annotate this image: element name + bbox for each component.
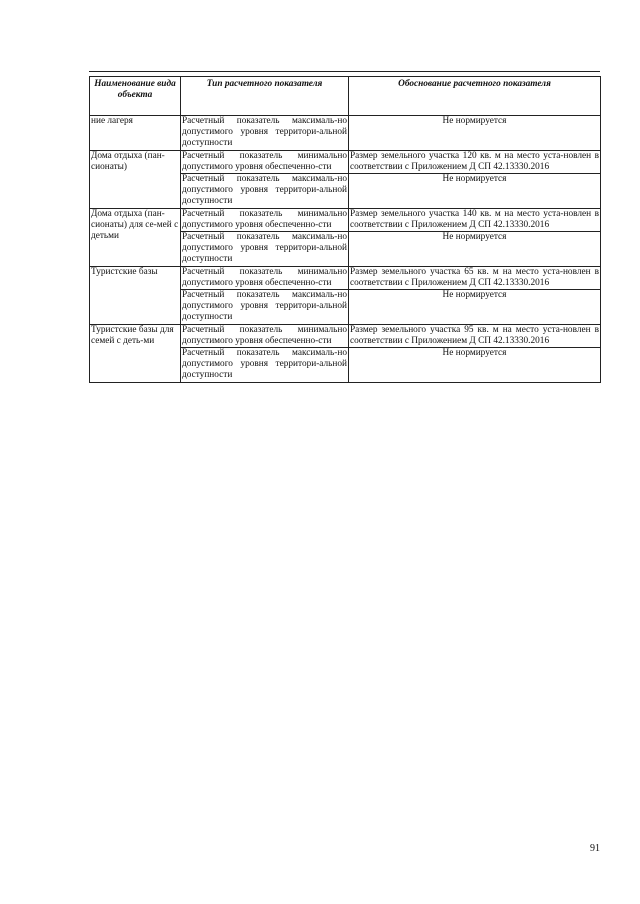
indicator-type-cell: Расчетный показатель максималь-но допустимого уровня территори-альной доступности — [182, 116, 347, 149]
page-number: 91 — [590, 843, 600, 854]
justification-cell: Размер земельного участка 120 кв. м на место уста-новлен в соответствии с Приложением Д СП 42.13330.2016 — [350, 150, 599, 172]
justification-cell: Размер земельного участка 95 кв. м на место уста-новлен в соответствии с Приложением Д СП 42.13330.2016 — [350, 324, 599, 346]
indicator-type-cell: Расчетный показатель максималь-но допустимого уровня территори-альной доступности — [182, 174, 347, 207]
norms-table — [89, 76, 601, 383]
indicator-type-cell: Расчетный показатель максималь-но допустимого уровня территори-альной доступности — [182, 232, 347, 265]
table-row — [90, 150, 601, 173]
object-name-cell: ние лагеря — [90, 116, 181, 151]
indicator-type-cell: Расчетный показатель минимально допустимого уровня обеспеченно-сти — [182, 324, 347, 346]
object-name-cell: Туристские базы — [90, 266, 181, 324]
justification-cell: Не нормируется — [349, 174, 601, 209]
justification-cell: Не нормируется — [349, 232, 601, 267]
indicator-type-cell: Расчетный показатель максималь-но допустимого уровня территори-альной доступности — [182, 348, 347, 381]
top-rule — [89, 71, 600, 72]
indicator-type-cell: Расчетный показатель минимально допустимого уровня обеспеченно-сти — [182, 266, 347, 288]
justification-cell: Не нормируется — [349, 290, 601, 325]
header-object: Наименование вида объекта — [90, 77, 181, 116]
justification-cell: Не нормируется — [349, 116, 601, 151]
header-type: Тип расчетного показателя — [181, 77, 349, 116]
indicator-type-cell: Расчетный показатель минимально допустимого уровня обеспеченно-сти — [182, 208, 347, 230]
table-row — [90, 324, 601, 347]
justification-cell: Не нормируется — [349, 348, 601, 383]
object-name-cell: Туристские базы для семей с деть-ми — [90, 324, 181, 382]
table-row — [90, 208, 601, 231]
indicator-type-cell: Расчетный показатель максималь-но допустимого уровня территори-альной доступности — [182, 290, 347, 323]
table-row — [90, 266, 601, 289]
object-name-cell: Дома отдыха (пан-сионаты) для се-мей с детьми — [90, 208, 181, 266]
object-name-cell: Дома отдыха (пан-сионаты) — [90, 150, 181, 208]
table-row — [90, 116, 601, 151]
table-header-row — [90, 77, 601, 116]
justification-cell: Размер земельного участка 140 кв. м на место уста-новлен в соответствии с Приложением Д СП 42.13330.2016 — [350, 208, 599, 230]
header-justification: Обоснование расчетного показателя — [349, 77, 601, 116]
indicator-type-cell: Расчетный показатель минимально допустимого уровня обеспеченно-сти — [182, 150, 347, 172]
justification-cell: Размер земельного участка 65 кв. м на место уста-новлен в соответствии с Приложением Д СП 42.13330.2016 — [350, 266, 599, 288]
